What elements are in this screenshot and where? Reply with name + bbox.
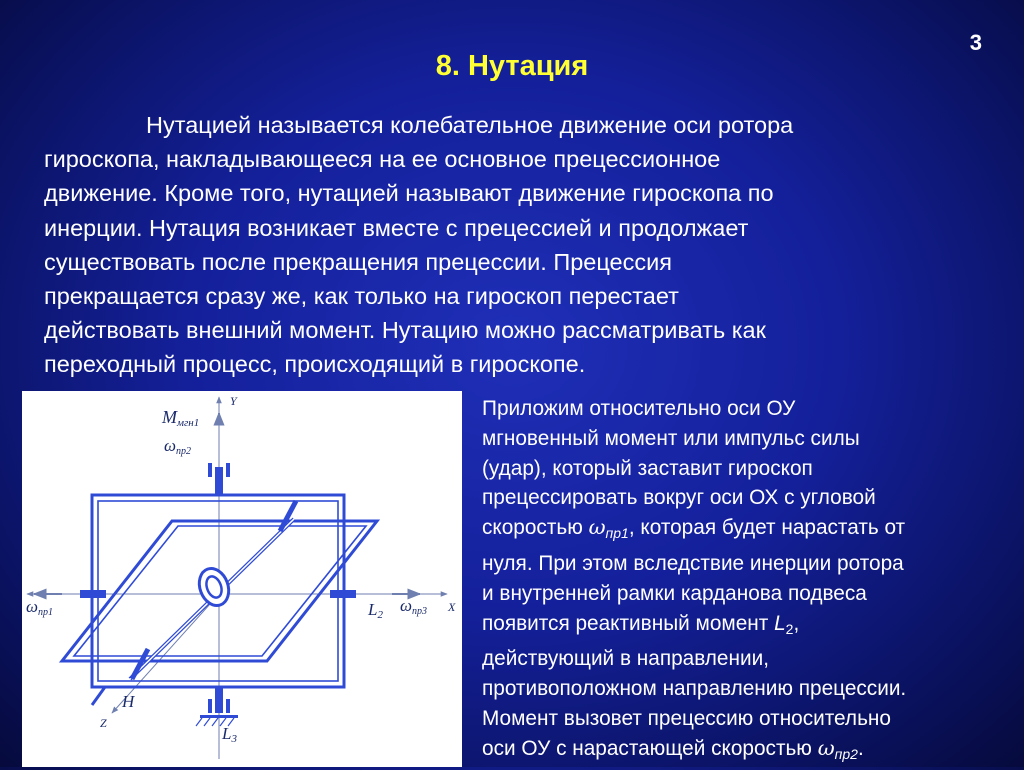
side-line: противоположном направлению прецессии. xyxy=(482,677,907,701)
label-L3: L3 xyxy=(222,724,237,745)
label-axis-x: X xyxy=(448,600,456,614)
side-line: оси ОУ с нарастающей скоростью $\omega_{пр2}$. xyxy=(482,735,864,762)
omega-symbol: ω xyxy=(817,735,835,760)
side-line: прецессировать вокруг оси ОХ с угловой xyxy=(482,486,876,510)
label-axis-z: Z xyxy=(100,716,107,730)
main-line: прекращается сразу же, как только на гироскоп перестает xyxy=(44,283,679,310)
side-line: Приложим относительно оси ОУ xyxy=(482,397,796,420)
side-line: действующий в направлении, xyxy=(482,647,769,671)
main-line: инерции. Нутация возникает вместе с прецессией и продолжает xyxy=(44,214,749,241)
label-omega-pr2: ωпр2 xyxy=(164,436,192,457)
spin-axis-arrow xyxy=(92,687,105,705)
gyroscope-diagram xyxy=(22,391,462,767)
side-line: появится реактивный момент L2, xyxy=(482,611,800,637)
main-line: существовать после прекращения прецессии. Прецессия xyxy=(44,248,672,275)
side-line: Момент вызовет прецессию относительно xyxy=(482,706,891,730)
gyroscope-drawing xyxy=(22,391,462,767)
label-L2: L2 xyxy=(368,600,383,621)
label-moment: Ммгн1 xyxy=(162,407,200,429)
rotor-disc xyxy=(194,564,233,609)
slide-title: 8. Нутация xyxy=(435,50,589,82)
slide-number: 3 xyxy=(969,30,982,55)
side-line: и внутренней рамки карданова подвеса xyxy=(482,581,867,605)
main-line: переходный процесс, происходящий в гироскопе. xyxy=(44,351,586,378)
side-line: нуля. При этом вследствие инерции ротора xyxy=(482,551,904,575)
side-line: (удар), который заставит гироскоп xyxy=(482,456,813,480)
label-H: H xyxy=(122,692,135,711)
omega-symbol: ω xyxy=(588,515,606,540)
main-paragraph xyxy=(44,108,1004,382)
main-line: Нутацией называется колебательное движение оси ротора xyxy=(146,112,794,138)
main-line: гироскопа, накладывающееся на ее основное прецессионное xyxy=(44,146,721,173)
main-line: движение. Кроме того, нутацией называют движение гироскопа по xyxy=(44,180,774,207)
side-line: скоростью $\omega_{пр1}$, которая будет нарастать от xyxy=(482,515,906,542)
main-line: действовать внешний момент. Нутацию можно рассматривать как xyxy=(44,317,766,344)
label-axis-y: Y xyxy=(230,394,237,408)
side-paragraph xyxy=(482,394,1002,770)
label-omega-pr1: ωпр1 xyxy=(26,597,54,618)
label-omega-pr3: ωпр3 xyxy=(400,596,428,617)
side-line: мгновенный момент или импульс силы xyxy=(482,426,860,450)
